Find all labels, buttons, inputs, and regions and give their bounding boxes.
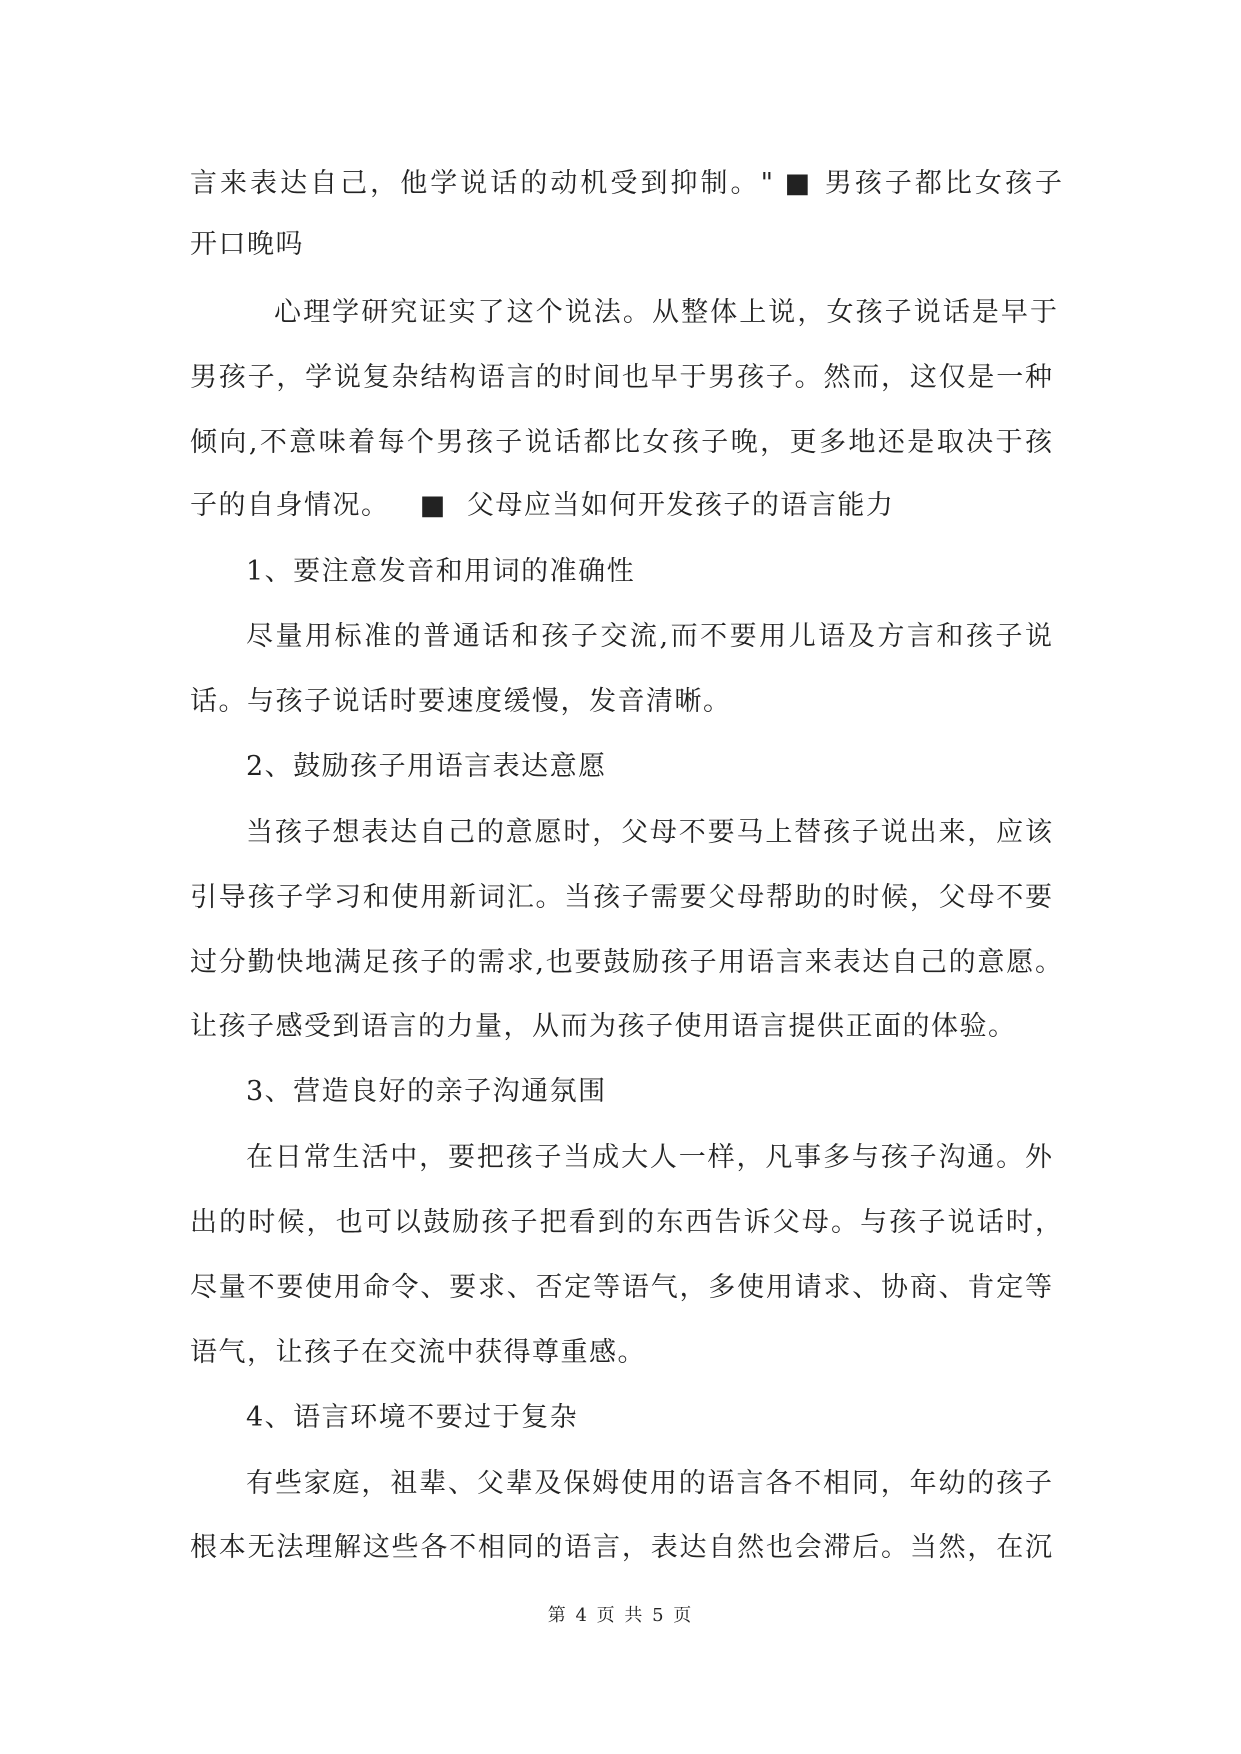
text-line: 让孩子感受到语言的力量，从而为孩子使用语言提供正面的体验。 — [190, 1011, 1017, 1042]
text-line: 倾向,不意味着每个男孩子说话都比女孩子晚，更多地还是取决于孩 — [190, 427, 1052, 458]
text-line: 过分勤快地满足孩子的需求,也要鼓励孩子用语言来表达自己的意愿。 — [190, 947, 1062, 978]
paragraph-first-line: 有些家庭，祖辈、父辈及保姆使用的语言各不相同，年幼的孩子 — [246, 1468, 1052, 1499]
text-line: 语气，让孩子在交流中获得尊重感。 — [190, 1337, 646, 1368]
text-line: 尽量不要使用命令、要求、否定等语气，多使用请求、协商、肯定等 — [190, 1272, 1052, 1303]
page-number-footer: 第 4 页 共 5 页 — [547, 1605, 694, 1626]
text-line: 出的时候，也可以鼓励孩子把看到的东西告诉父母。与孩子说话时， — [190, 1207, 1062, 1238]
section-heading: 1、要注意发音和用词的准确性 — [246, 556, 636, 587]
text-line: 引导孩子学习和使用新词汇。当孩子需要父母帮助的时候，父母不要 — [190, 882, 1052, 913]
section-heading: 4、语言环境不要过于复杂 — [246, 1402, 579, 1433]
section-heading: 3、营造良好的亲子沟通氛围 — [246, 1076, 607, 1107]
paragraph-first-line: 在日常生活中，要把孩子当成大人一样，凡事多与孩子沟通。外 — [246, 1142, 1052, 1173]
paragraph-first-line: 当孩子想表达自己的意愿时，父母不要马上替孩子说出来，应该 — [246, 817, 1052, 848]
paragraph-first-line: 尽量用标准的普通话和孩子交流,而不要用儿语及方言和孩子说 — [246, 621, 1052, 652]
text-line: 话。与孩子说话时要速度缓慢，发音清晰。 — [190, 686, 732, 717]
section-heading: 2、鼓励孩子用语言表达意愿 — [246, 751, 607, 782]
text-line: 子的自身情况。 ■ 父母应当如何开发孩子的语言能力 — [190, 490, 895, 521]
text-line: 男孩子，学说复杂结构语言的时间也早于男孩子。然而，这仅是一种 — [190, 362, 1052, 393]
paragraph-first-line: 心理学研究证实了这个说法。从整体上说，女孩子说话是早于 — [274, 297, 1057, 328]
section-heading: 开口晚吗 — [190, 229, 304, 260]
text-line: 言来表达自己，他学说话的动机受到抑制。" ■ 男孩子都比女孩子 — [190, 168, 1062, 199]
text-line: 根本无法理解这些各不相同的语言，表达自然也会滞后。当然，在沉 — [190, 1532, 1052, 1563]
